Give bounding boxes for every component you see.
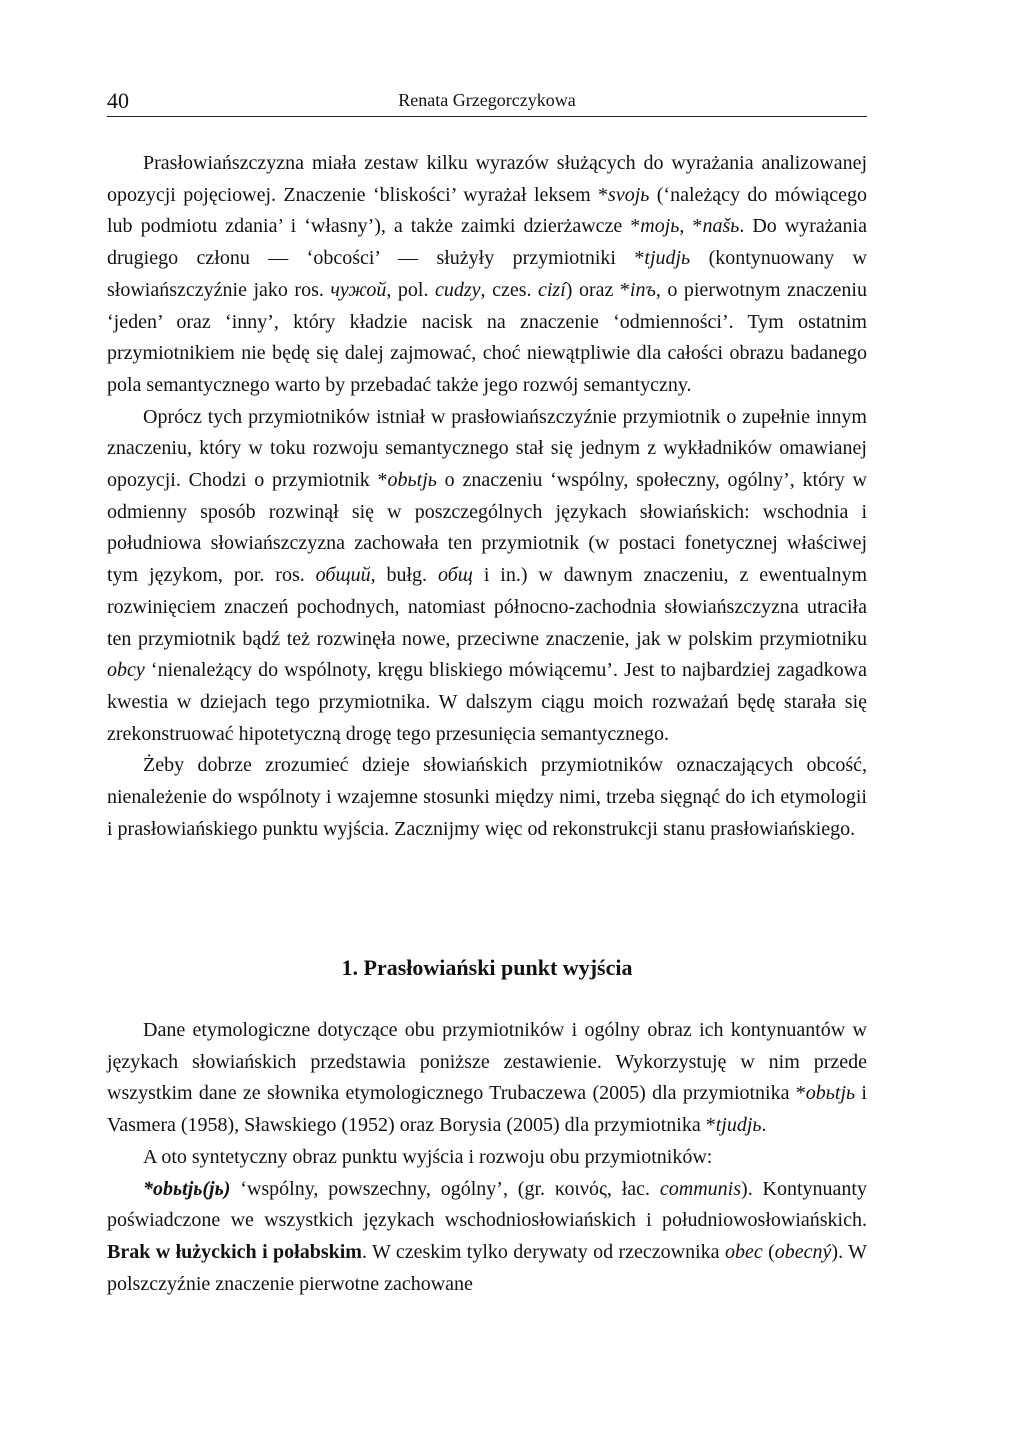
paragraph: Dane etymologiczne dotyczące obu przymiotników i ogólny obraz ich kontynuantów w językach słowiańskich przedstawia poniższe zestawienie. Wykorzystuję w nim przede wszystkim dane ze słownika etymologicznego Trubaczewa (2005) dla przymiotnika *obьtjь i Vasmera (1958), Sławskiego (1952) oraz Borysia (2005) dla przymiotnika *tjudjь. xyxy=(107,1019,867,1137)
body-text-after-section xyxy=(107,1015,867,1300)
paragraph: Oprócz tych przymiotników istniał w prasłowiańszczyźnie przymiotnik o zupełnie innym znaczeniu, który w toku rozwoju semantycznego stał się jednym z wykładników omawianej opozycji. Chodzi o przymiotnik *obьtjь o znaczeniu ‘wspólny, społeczny, ogólny’, który w odmienny sposób rozwinął się w poszczególnych językach słowiańskich: wschodnia i południowa słowiańszczyzna zachowała ten przymiotnik (w postaci fonetycznej właściwej tym językom, por. ros. общий, bułg. общ i in.) w dawnym znaczeniu, z ewentualnym rozwinięciem znaczeń pochodnych, natomiast północno-zachodnia słowiańszczyzna utraciła ten przymiotnik bądź też rozwinęła nowe, przeciwne znaczenie, jak w polskim przymiotniku obcy ‘nienależący do wspólnoty, kręgu bliskiego mówiącemu’. Jest to najbardziej zagadkowa kwestia w dziejach tego przymiotnika. W dalszym ciągu moich rozważań będę starała się zrekonstruować hipotetyczną drogę tego przesunięcia semantycznego. xyxy=(107,405,867,745)
paragraph: A oto syntetyczny obraz punktu wyjścia i rozwoju obu przymiotników: xyxy=(143,1145,713,1168)
running-head xyxy=(107,86,867,117)
paragraph: *obьtjь(jь) ‘wspólny, powszechny, ogólny’, (gr. κοινός, łac. communis). Kontynuanty poświadczone we wszystkich językach wschodniosłowiańskich i południowosłowiańskich. Brak w łużyckich i połabskim. W czeskim tylko derywaty od rzeczownika obec (obecný). W polszczyźnie znaczenie pierwotne zachowane xyxy=(107,1177,867,1295)
page-number: 40 xyxy=(107,88,129,113)
section-heading: 1. Prasłowiański punkt wyjścia xyxy=(341,955,633,980)
paragraph: Prasłowiańszczyzna miała zestaw kilku wyrazów służących do wyrażania analizowanej opozycji pojęciowej. Znaczenie ‘bliskości’ wyrażał leksem *svojь (‘należący do mówiącego lub podmiotu zdania’ i ‘własny’), a także zaimki dzierżawcze *mojь, *našь. Do wyrażania drugiego członu — ‘obcości’ — służyły przymiotniki *tjudjь (kontynuowany w słowiańszczyźnie jako ros. чужой, pol. cudzy, czes. cizí) oraz *inъ, o pierwotnym znaczeniu ‘jeden’ oraz ‘inny’, który kładzie nacisk na znaczenie ‘odmienności’. Tym ostatnim przymiotnikiem nie będę się dalej zajmować, choć niewątpliwie dla całości obrazu badanego pola semantycznego warto by przebadać także jego rozwój semantyczny. xyxy=(107,152,867,396)
running-head-author: Renata Grzegorczykowa xyxy=(398,90,576,110)
body-text-before-section xyxy=(107,148,867,845)
paragraph: Żeby dobrze zrozumieć dzieje słowiańskich przymiotników oznaczających obcość, nienależenie do wspólnoty i wzajemne stosunki między nimi, trzeba sięgnąć do ich etymologii i prasłowiańskiego punktu wyjścia. Zacznijmy więc od rekonstrukcji stanu prasłowiańskiego. xyxy=(107,754,867,840)
